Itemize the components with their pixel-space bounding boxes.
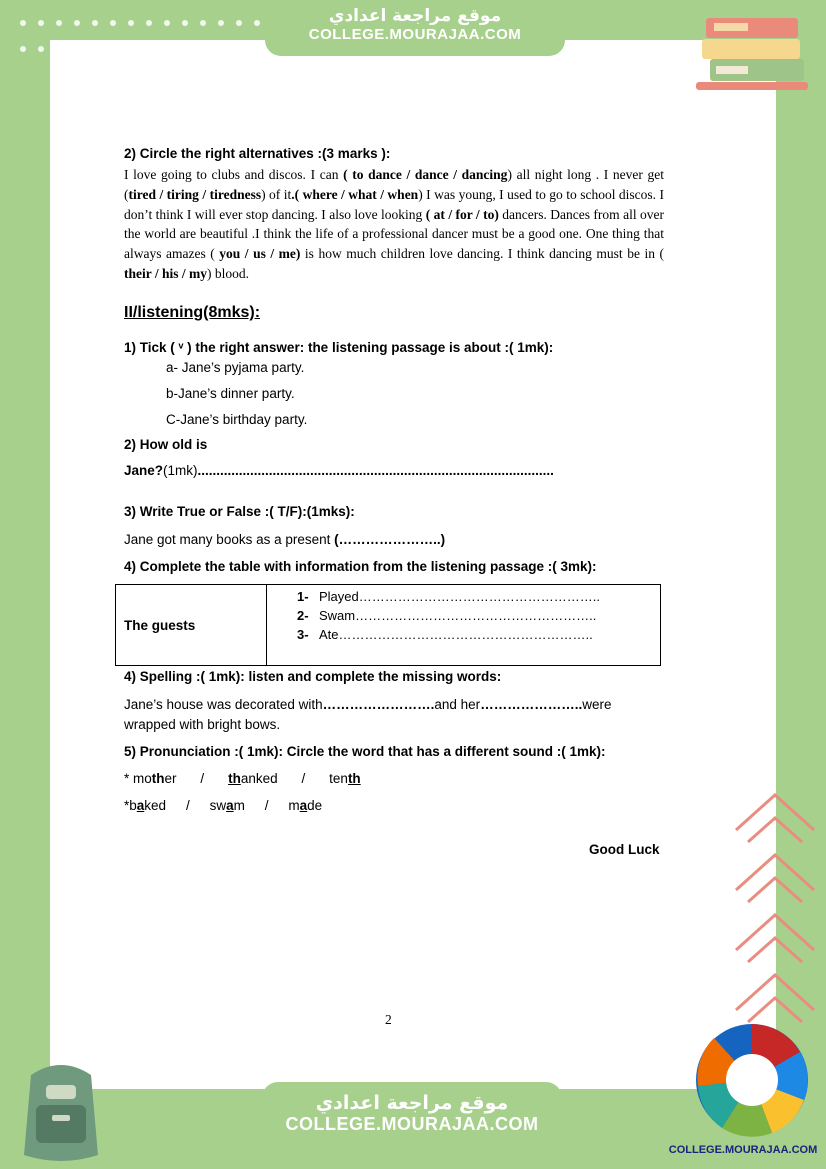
item-number: 1- <box>297 589 309 604</box>
item-text[interactable]: Played……………………………………………….. <box>319 589 600 604</box>
para-text: ) all night long . I never get ( <box>124 167 664 202</box>
q1-option-c[interactable]: C-Jane’s birthday party. <box>166 412 308 427</box>
closing-text: Good Luck <box>589 842 660 857</box>
row-bullet: * <box>124 798 130 813</box>
q4-heading: 4) Complete the table with information from the listening passage :( 3mk): <box>124 559 597 574</box>
guests-table <box>115 584 661 666</box>
chevron-decoration-icon <box>730 790 820 1040</box>
q2-blank[interactable]: ............................................................................................... <box>197 463 554 478</box>
q5-text: Jane’s house was decorated with <box>124 697 323 712</box>
q3-heading: 3) Write True or False :( T/F):(1mks): <box>124 504 355 519</box>
alt-choice-6[interactable]: their / his / my <box>124 265 208 281</box>
decorative-dot <box>56 20 62 26</box>
pronunciation-row-1 <box>124 771 361 786</box>
exercise2-heading: 2) Circle the right alternatives :(3 marks ): <box>124 146 391 161</box>
item-text[interactable]: Ate………………………………………………….. <box>319 627 593 642</box>
exercise2-paragraph <box>124 165 664 284</box>
decorative-dot <box>110 20 116 26</box>
word-made[interactable]: made <box>288 798 323 813</box>
decorative-dot <box>146 20 152 26</box>
decorative-dot <box>218 20 224 26</box>
alt-choice-3[interactable]: .( where / what / when <box>291 186 419 202</box>
listening-section-title: II/listening(8mks): <box>124 304 261 321</box>
books-stack-icon <box>692 10 812 95</box>
q5-blank-1[interactable]: ……………………. <box>322 697 435 712</box>
alt-choice-5[interactable]: you / us / me) <box>219 246 301 262</box>
item-number: 3- <box>297 627 309 642</box>
table-row[interactable] <box>267 606 660 625</box>
row-bullet: * <box>124 771 134 786</box>
para-text: is how much children love dancing. I think dancing must be in ( <box>300 246 664 262</box>
q2-answer-line[interactable] <box>124 463 554 478</box>
q1-heading: 1) Tick ( ᵛ ) the right answer: the listening passage is about :( 1mk): <box>124 340 554 355</box>
separator: / <box>301 771 306 786</box>
table-answers-cell <box>267 585 660 665</box>
page-number: 2 <box>385 1012 392 1027</box>
bottom-banner <box>262 1082 562 1154</box>
q5-text: were <box>582 697 612 712</box>
word-thanked[interactable]: thanked <box>228 771 278 786</box>
subjects-wheel-icon <box>692 1020 812 1140</box>
top-banner <box>265 0 565 56</box>
decorative-dot <box>74 20 80 26</box>
banner-arabic-title: موقع مراجعة اعدادي <box>328 6 502 26</box>
q1-option-a[interactable]: a- Jane’s pyjama party. <box>166 360 305 375</box>
table-row[interactable] <box>267 625 660 644</box>
para-text: ) blood. <box>207 265 250 281</box>
alt-choice-1[interactable]: ( to dance / dance / dancing <box>343 167 508 182</box>
decorative-dot <box>236 20 242 26</box>
para-text: dancers. Dances from all over the world are beautiful .I think the life of a professional dancer must be a good one. One thing that always amazes ( <box>124 206 664 262</box>
separator: / <box>185 798 190 813</box>
decorative-dot <box>182 20 188 26</box>
alt-choice-4[interactable]: ( at / for / to) <box>425 206 499 222</box>
para-text: ) of it <box>261 186 292 202</box>
decorative-dot <box>200 20 206 26</box>
q5-heading: 4) Spelling :( 1mk): listen and complete the missing words: <box>124 669 502 684</box>
banner-url[interactable]: COLLEGE.MOURAJAA.COM <box>308 26 522 43</box>
word-baked[interactable]: baked <box>129 798 167 813</box>
word-tenth[interactable]: tenth <box>329 771 361 786</box>
q1-option-b[interactable]: b-Jane’s dinner party. <box>166 386 295 401</box>
decorative-dot <box>20 20 26 26</box>
footer-url[interactable]: COLLEGE.MOURAJAA.COM <box>285 1114 539 1134</box>
decorative-dot <box>128 20 134 26</box>
para-text: I love going to clubs and discos. I can <box>124 167 344 182</box>
alt-choice-2[interactable]: tired / tiring / tiredness <box>128 186 262 202</box>
q2-heading: 2) How old is <box>124 437 208 452</box>
q3-blank[interactable]: (…………………..) <box>334 532 446 547</box>
q3-statement-line <box>124 532 445 547</box>
q5-blank-2[interactable]: ………………….. <box>480 697 583 712</box>
decorative-dot <box>92 20 98 26</box>
decorative-dot <box>164 20 170 26</box>
table-row[interactable] <box>267 587 660 606</box>
pronunciation-row-2 <box>124 798 322 813</box>
item-text[interactable]: Swam……………………………………………….. <box>319 608 597 623</box>
backpack-icon <box>6 1055 116 1165</box>
q5-text: and her <box>434 697 481 712</box>
para-text: ) I was young, I used to go to school discos. I don’t think I will ever stop dancing. I also love looking <box>124 186 664 222</box>
q2-prompt: Jane? <box>124 463 164 478</box>
separator: / <box>200 771 205 786</box>
decorative-dot <box>38 20 44 26</box>
decorative-dot <box>254 20 260 26</box>
word-swam[interactable]: swam <box>209 798 245 813</box>
decorative-dot <box>38 46 44 52</box>
q5-line2: wrapped with bright bows. <box>124 717 281 732</box>
q2-marks: (1mk) <box>163 463 198 478</box>
q5-line1 <box>124 697 611 712</box>
q6-heading: 5) Pronunciation :( 1mk): Circle the word that has a different sound :( 1mk): <box>124 744 606 759</box>
footer-small-url[interactable]: COLLEGE.MOURAJAA.COM <box>668 1144 818 1156</box>
footer-arabic-title: موقع مراجعة اعدادي <box>315 1092 509 1114</box>
table-row-label: The guests <box>116 585 267 665</box>
q3-statement: Jane got many books as a present <box>124 532 335 547</box>
decorative-dot <box>20 46 26 52</box>
item-number: 2- <box>297 608 309 623</box>
word-mother[interactable]: mother <box>133 771 177 786</box>
separator: / <box>264 798 269 813</box>
